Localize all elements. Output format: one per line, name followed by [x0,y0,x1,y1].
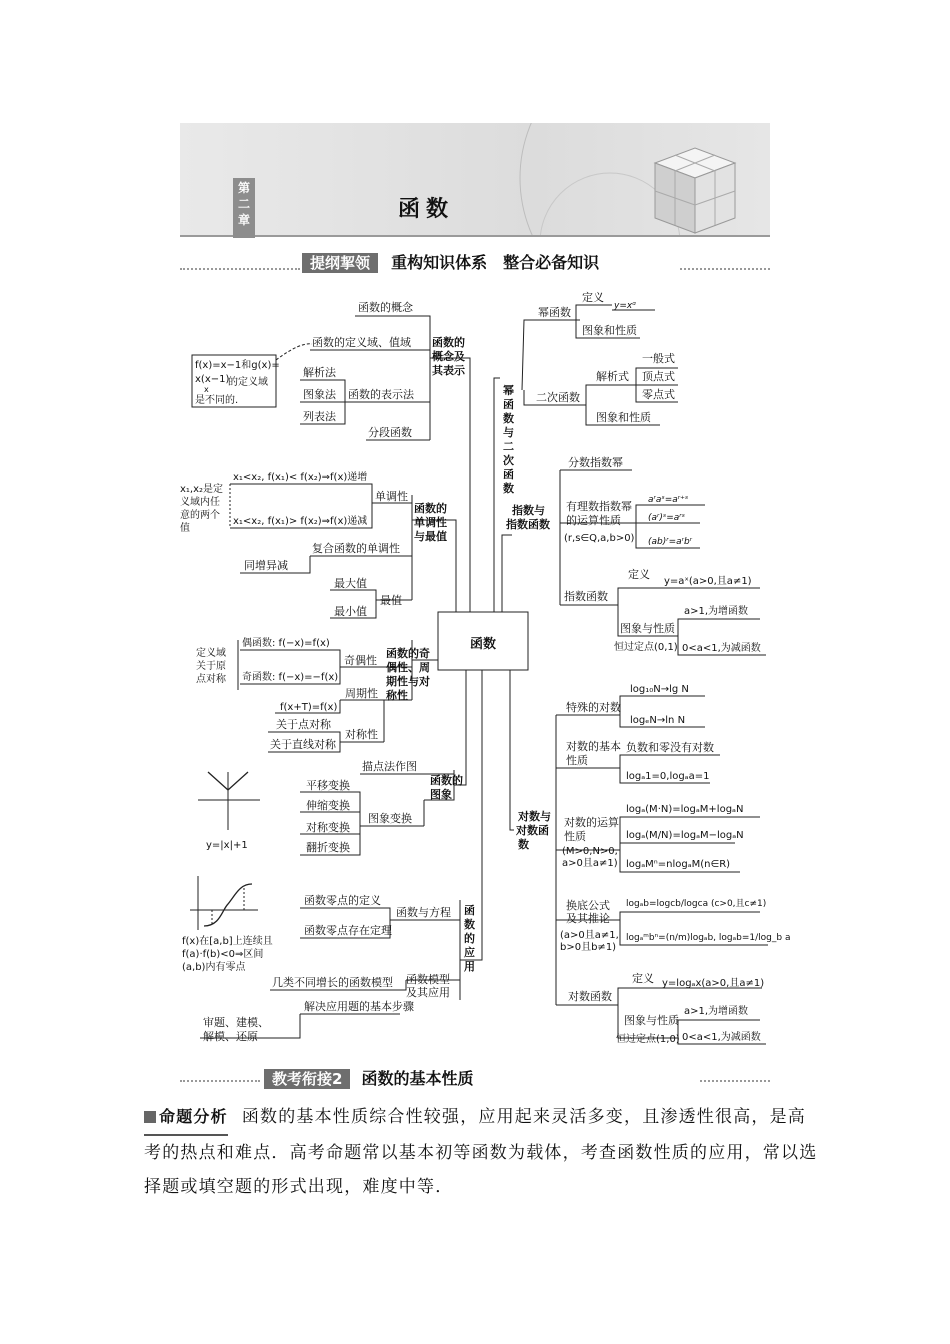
mono-title: 与最值 [414,530,447,543]
log-change: logₐᵐbⁿ=(n/m)logₐb, logₐb=1/log_b a [626,933,791,943]
app-title: 函 [464,904,475,917]
exp-formula: y=aˣ(a>0,且a≠1) [664,576,752,587]
quad-form: 一般式 [642,352,675,365]
exp-dec: 0<a<1,为减函数 [682,643,761,654]
power-label: 幂函数 [538,306,571,319]
concept-item: 函数的概念 [358,301,413,314]
log-fixed: 恒过定点(1,0) [616,1034,680,1045]
concept-note: x [204,385,209,394]
app-title: 应 [464,946,475,959]
graph-title: 图象 [430,788,452,801]
chapter-tag: 第二章 [233,178,255,238]
growth: 几类不同增长的函数模型 [272,976,393,989]
parity-title: 偶性、周 [386,661,430,674]
quad-props: 图象和性质 [596,411,651,424]
section2-tag: 教考衔接2 [264,1069,350,1089]
steps: 解决应用题的基本步骤 [304,1000,414,1013]
log-def: 定义 [632,972,654,985]
exp-props: 图象与性质 [620,622,675,635]
period-formula: f(x+T)=f(x) [280,702,338,713]
power-vlabel: 函 [503,398,514,411]
section-tag: 提纲挈领 [302,253,378,273]
power-vlabel: 数 [503,482,514,495]
mono-dec: x₁<x₂, f(x₁)> f(x₂)⇒f(x)递减 [233,516,368,527]
transform-item: 对称变换 [306,821,350,834]
log-rules-title: (M>0,N>0, [562,846,618,857]
mono-composite: 复合函数的单调性 [312,542,400,555]
transform-item: 平移变换 [306,779,350,792]
section2-title: 函数的基本性质 [361,1069,474,1088]
period-label: 周期性 [345,687,378,700]
parity-note: 关于原 [196,661,226,672]
concept-item: 分段函数 [368,426,412,439]
method-item: 列表法 [303,410,336,423]
steps-detail: 解模、还原 [203,1030,258,1043]
concept-note: x(x−1) [195,374,230,385]
power-vlabel: 函 [503,468,514,481]
log-rule: logₐ(M·N)=logₐM+logₐN [626,804,744,815]
exp-title: 指数函数 [506,518,550,531]
sym-item: 关于直线对称 [270,738,336,751]
parity-even: 偶函数: f(−x)=f(x) [242,638,330,649]
power-props: 图象和性质 [582,324,637,337]
concept-item: 函数的表示法 [348,388,414,401]
fig2-note: f(x)在[a,b]上连续且 [182,936,273,947]
mono-title: 单调性 [414,516,447,529]
concept-item: 函数的定义域、值域 [312,336,411,349]
model-label: 函数模型 [406,973,450,986]
power-def: 定义 [582,291,604,304]
sym-label: 对称性 [345,728,378,741]
exp-rules-title: 的运算性质 [566,514,621,527]
extreme-item: 最大值 [334,577,367,590]
steps-detail: 审题、建模、 [203,1016,269,1029]
quad-analytic: 解析式 [596,370,629,383]
exp-def: 定义 [628,568,650,581]
method-item: 图象法 [303,388,336,401]
fig2-note: f(a)·f(b)<0⇒区间 [182,949,264,960]
analysis-paragraph [144,1100,824,1204]
eq-label: 函数与方程 [396,906,451,919]
mono-note: 意的两个 [180,510,220,521]
power-vlabel: 数 [503,412,514,425]
parity-title: 称性 [386,689,408,702]
mono-inc: x₁<x₂, f(x₁)< f(x₂)⇒f(x)递增 [233,472,368,483]
log-basic-title: 对数的基本 [566,740,621,753]
app-title: 数 [464,918,475,931]
exp-frac: 分数指数幂 [568,456,623,469]
chapter-title: 函数 [398,197,455,222]
exp-inc: a>1,为增函数 [684,606,749,617]
log-rules-title: 性质 [564,830,586,843]
parity-odd: 奇函数: f(−x)=−f(x) [242,672,339,683]
log-rule: logₐMⁿ=nlogₐM(n∈R) [626,859,731,870]
log-dec: 0<a<1,为减函数 [682,1032,761,1043]
exp-rule: (aʳ)ˢ=aʳˢ [648,513,685,523]
concept-note: 的定义域 [228,377,268,388]
mono-note: 义域内任 [180,497,220,508]
method-item: 解析法 [303,366,336,379]
exp-rule: aʳaˢ=aʳ⁺ˢ [648,495,689,505]
log-formula: y=logₐx(a>0,且a≠1) [662,978,765,989]
parity-title: 函数的奇 [386,647,430,660]
quad-label: 二次函数 [536,391,580,404]
section-title: 重构知识体系 整合必备知识 [391,253,600,272]
graph-plot: 描点法作图 [362,760,417,773]
log-rules-title: 对数的运算 [564,816,619,829]
exp-rules-title: (r,s∈Q,a,b>0) [564,533,635,544]
concept-note: 是不同的. [195,395,239,406]
log-ln: logₑN→ln N [630,715,686,726]
log-rule: logₐ(M/N)=logₐM−logₐN [626,830,744,841]
log-change-title: 换底公式 [566,899,610,912]
log-special: 特殊的对数 [566,701,621,714]
concept-note: f(x)=x−1和g(x)= [195,360,280,371]
log-title: 对数函 [516,824,549,837]
app-title: 的 [464,932,475,945]
parity-title: 期性与对 [386,675,430,688]
log-change-title: b>0且b≠1) [560,942,617,953]
log-basic-title: 性质 [566,754,588,767]
square-icon [144,1111,156,1123]
analysis-text: 函数的基本性质综合性较强，应用起来灵活多变，且渗透性很高，是高考的热点和难点．高考命题常以基本初等函数为载体，考查函数性质的应用，常以选择题或填空题的形式出现，难度中等． [144,1107,818,1197]
fig1-graph [198,772,260,830]
concept-title: 概念及 [432,350,465,363]
graph-title: 函数的 [430,774,463,787]
power-vlabel: 与 [503,426,514,439]
quad-form: 顶点式 [642,370,675,383]
parity-note: 点对称 [196,674,226,685]
log-change: logₐb=logcb/logca (c>0,且c≠1) [626,899,767,909]
extreme-label: 最值 [380,594,402,607]
concept-title: 其表示 [432,364,465,377]
mono-note: x₁,x₂是定 [180,484,224,495]
log-change-title: (a>0且a≠1, [560,930,619,941]
mono-note: 值 [180,523,190,534]
model-label: 及其应用 [406,986,450,999]
log-title: 数 [518,838,529,851]
log-props: 图象与性质 [624,1014,679,1027]
extreme-item: 最小值 [334,605,367,618]
parity-label: 奇偶性 [344,654,377,667]
exp-fixed: 恒过定点(0,1) [614,642,678,653]
log-basic: 负数和零没有对数 [626,741,714,754]
power-vlabel: 二 [503,440,514,453]
sym-item: 关于点对称 [276,718,331,731]
analysis-label-wrap [144,1100,228,1136]
power-vlabel: 幂 [503,384,514,397]
fig2-graph [190,876,258,930]
divider [700,1080,770,1082]
fig2-note: (a,b)内有零点 [182,962,246,973]
quad-form: 零点式 [642,388,675,401]
zero-thm: 函数零点存在定理 [304,924,392,937]
section2-header [264,1066,474,1089]
exp-rule: (ab)ʳ=aʳbʳ [648,537,693,547]
parity-note: 定义域 [196,648,226,659]
app-title: 用 [464,960,475,973]
center-label: 函数 [469,637,497,652]
power-formula: y=xᵅ [614,301,636,311]
log-rules-title: a>0且a≠1) [562,858,618,869]
transform-item: 伸缩变换 [306,799,350,812]
mono-title: 函数的 [414,502,447,515]
log-basic: logₐ1=0,logₐa=1 [626,771,710,782]
zero-def: 函数零点的定义 [304,894,381,907]
transform-item: 翻折变换 [306,841,350,854]
exp-title: 指数与 [512,504,545,517]
log-title: 对数与 [518,810,551,823]
analysis-label: 命题分析 [159,1107,228,1126]
log-inc: a>1,为增函数 [684,1006,749,1017]
mono-label: 单调性 [375,490,408,503]
power-vlabel: 次 [503,454,514,467]
concept-title: 函数的 [432,336,465,349]
mono-rule: 同增异减 [244,559,288,572]
exp-rules-title: 有理数指数幂 [566,500,632,513]
transform-label: 图象变换 [368,812,412,825]
log-change-title: 及其推论 [566,912,610,925]
fig1-caption: y=|x|+1 [206,840,248,851]
exp-fn: 指数函数 [564,590,608,603]
log-lg: log₁₀N→lg N [630,684,689,695]
divider [180,1080,260,1082]
log-fn: 对数函数 [568,990,612,1003]
